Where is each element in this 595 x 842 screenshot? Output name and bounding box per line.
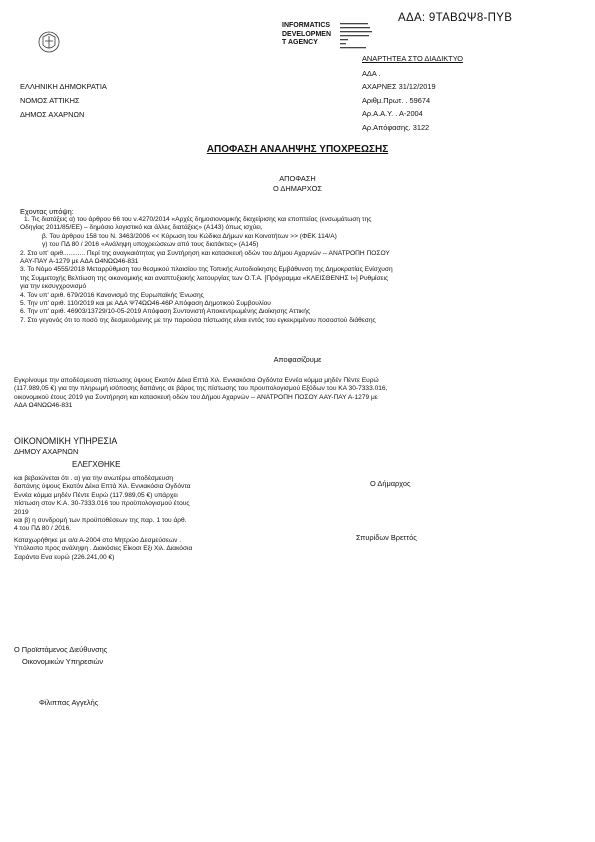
hellenic-republic-emblem-icon — [36, 28, 62, 58]
consideration-line: Οδηγίας 2011/85/ΕΕ) – δημόσιο λογιστικό και άλλες διατάξεις» (Α143) όπως ισχύει, — [20, 224, 263, 232]
finance-line: Εννέα κόμμα μηδέν Πέντε Ευρώ (117.989,05 €) υπάρχει — [14, 491, 178, 499]
decide-label: Αποφασίζουμε — [273, 355, 322, 364]
finance-head-line: Ο Προϊστάμενος Διεύθυνσης — [14, 645, 108, 654]
finance-line: δαπάνης ύψους Εκατόν Δέκα Επτά Χιλ. Εννιακόσια Ογδόντα — [14, 483, 191, 491]
checked-label: ΕΛΕΓΧΘΗΚΕ — [72, 460, 121, 469]
consideration-line: 6. Την υπ' αριθ. 46903/13729/10-05-2019 Απόφαση Συντονιστή Αποκεντρωμένης Διοίκησης Αττικής — [20, 308, 311, 316]
signature-stamp-lines — [340, 22, 374, 57]
consideration-line: 2. Στο υπ' αριθ............ Περί της αναγκαιότητας για Συντήρηση και κατασκευή οδών του Δήμου Αχαρνών -- ΑΝΑΤΡΟΠΗ ΠΟΣΟΥ — [20, 249, 390, 257]
finance-office: ΟΙΚΟΝΟΜΙΚΗ ΥΠΗΡΕΣΙΑ — [14, 436, 118, 446]
issuer-line: ΕΛΛΗΝΙΚΗ ΔΗΜΟΚΡΑΤΙΑ — [20, 82, 107, 91]
finance-line: και βεβαιώνεται ότι . α) για την ανωτέρω αποδέσμευση — [14, 475, 174, 482]
ada-code: ΑΔΑ: 9ΤΑΒΩΨ8-ΠΥΒ — [398, 12, 513, 24]
decision-line: Εγκρίνουμε την αποδέσμευση πίστωσης ύψους Εκατόν Δέκα Επτά Χιλ. Εννιακόσια Ογδόντα Εννέα κόμμα μηδέν Πέντε Ευρώ — [14, 377, 379, 384]
authority: Ο ΔΗΜΑΡΧΟΣ — [273, 184, 322, 193]
consideration-line: γ) του ΠΔ 80 / 2016 «Ανάληψη υποχρεώσεων από τους διατάκτες» (Α145) — [42, 241, 259, 249]
protocol-number: Αριθμ.Πρωτ. . 59674 — [362, 95, 431, 105]
considering-label: Εχοντας υπόψη: — [20, 207, 74, 216]
consideration-line: της Συμμετοχής Βελτίωση της οικονομικής και αναπτυξιακής λειτουργίας των Ο.Τ.Α. [Πρόγραμμα «ΚΛΕΙΣΘΕΝΗΣ Ι»] Ρυθμίσεις — [20, 274, 389, 282]
finance-line: και β) η συνδρομή των προϋποθέσεων της παρ. 1 του άρθ. — [14, 517, 187, 525]
mayor-name: Σπυρίδων Βρεττός — [356, 533, 417, 542]
finance-head-name: Φίλιππας Αγγελής — [39, 698, 99, 707]
finance-certification — [14, 475, 192, 562]
agency-line: DEVELOPMEN — [282, 30, 332, 38]
issuer-line: ΝΟΜΟΣ ΑΤΤΙΚΗΣ — [20, 96, 80, 106]
doc-date: ΑΧΑΡΝΕΣ 31/12/2019 — [362, 82, 436, 92]
finance-line: 4 του ΠΔ 80 / 2016. — [14, 525, 72, 533]
agency-name — [282, 22, 331, 48]
decision-heading: ΑΠΟΦΑΣΗ — [279, 174, 316, 183]
decision-line: ΑΔΑ Ω4ΝΩΩ46-831 — [14, 402, 73, 410]
finance-line: 2019 — [14, 508, 29, 516]
decision-line: οικονομικού έτους 2019 για Συντήρηση και κατασκευή οδών του Δήμου Αχαρνών -- ΑΝΑΤΡΟΠΗ ΠΟΣΟΥ ΑΑΥ-ΠΑΥ Α-1279 με — [14, 393, 378, 401]
issuer-line: ΔΗΜΟΣ ΑΧΑΡΝΩΝ — [20, 110, 85, 120]
finance-line: Καταχωρήθηκε με α/α Α-2004 στο Μητρώο Δεσμεύσεων . — [14, 536, 182, 544]
finance-line: Σαράντα Ενα ευρώ (226.241,00 €) — [14, 553, 115, 561]
consideration-line: 5. Την υπ' αριθ. 110/2019 και με ΑΔΑ Ψ74ΩΩ46-46Ρ Απόφαση Δημοτικού Συμβουλίου — [20, 300, 271, 308]
consideration-line: για την εκσυγχρονισμό — [20, 283, 87, 291]
internet-notice: ΑΝΑΡΤΗΤΕΑ ΣΤΟ ΔΙΑΔΙΚΤΥΟ — [362, 54, 463, 63]
mayor-title: Ο Δήμαρχος — [370, 479, 411, 488]
finance-municipality: ΔΗΜΟΥ ΑΧΑΡΝΩΝ — [14, 447, 79, 456]
finance-line: Υπόλοιπο προς ανάληψη . Διακόσιες Είκοσι Εξι Χιλ. Διακόσια — [14, 545, 193, 553]
finance-head-line: Οικονομικών Υπηρεσιών — [22, 657, 104, 667]
considerations-list — [20, 216, 393, 325]
document-title: ΑΠΟΦΑΣΗ ΑΝΑΛΗΨΗΣ ΥΠΟΧΡΕΩΣΗΣ — [206, 144, 389, 155]
aay-number: Αρ.Α.Α.Υ. . Α-2004 — [362, 109, 423, 119]
consideration-line: 4. Τον υπ' αριθ. 679/2016 Κανονισμό της Ευρωπαϊκής Ένωσης — [20, 291, 204, 299]
consideration-line: 3. Το Νόμο 4555/2018 Μεταρρύθμιση του θεσμικού πλαισίου της Τοπικής Αυτοδιοίκησης Εμβάθυνση της Δημοκρατίας Ενίσχυση — [20, 266, 393, 274]
agency-line: INFORMATICS — [282, 22, 331, 29]
consideration-line: 7. Στο γεγονός ότι το ποσό της δεσμευόμενης με την παρούσα πίστωσης είναι εντός του εγκεκριμένου ποσοστού διάθεσης — [20, 316, 376, 324]
reference-block — [362, 69, 436, 132]
finance-head-title — [14, 645, 107, 666]
ref-ada: ΑΔΑ . — [362, 69, 381, 78]
decision-line: (117.989,05 €) για την πληρωμή ισόποσης δαπάνης σε βάρος της πίστωσης του προυπολογισμού Εξόδων του ΚΑ 30-7333.016, — [14, 385, 388, 393]
agency-line: T AGENCY — [282, 39, 318, 47]
finance-line: πίστωση στον Κ.Α. 30-7333.016 του προϋπολογισμού έτους — [14, 500, 190, 508]
digital-signature-text-icon — [340, 22, 374, 52]
consideration-line: ΑΑΥ-ΠΑΥ Α-1279 με ΑΔΑ Ω4ΝΩΩ46-831 — [20, 258, 139, 266]
decision-text — [14, 377, 387, 411]
consideration-line: 1. Τις διατάξεις α) του άρθρου 66 του ν.4270/2014 «Αρχές δημοσιονομικής διαχείρισης και εποπτείας (ενσωμάτωση της — [24, 216, 372, 223]
consideration-line: β. Του άρθρου 158 του Ν. 3463/2006 << Κύρωση του Κώδικα Δήμων και Κοινοτήτων >> (ΦΕΚ 114/Α) — [42, 232, 337, 240]
decision-number: Αρ.Απόφασης. 3122 — [362, 122, 430, 132]
issuer-block — [20, 82, 107, 120]
